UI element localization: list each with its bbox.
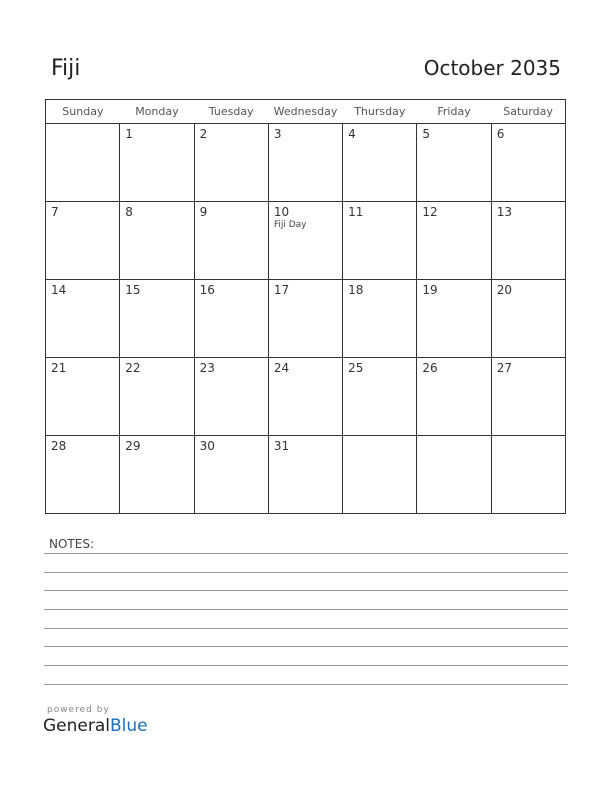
note-line [44, 590, 568, 591]
day-number: 12 [422, 205, 438, 219]
country-title: Fiji [51, 56, 81, 81]
day-cell [120, 436, 194, 514]
day-cell [120, 124, 194, 202]
weekday-tuesday: Tuesday [194, 100, 268, 124]
weekday-sunday: Sunday [46, 100, 120, 124]
day-cell [194, 358, 268, 436]
day-cell [491, 436, 565, 514]
brand-general-text: General [43, 716, 110, 736]
day-cell [417, 124, 491, 202]
day-cell [120, 358, 194, 436]
day-number: 21 [51, 361, 67, 375]
day-cell [268, 280, 342, 358]
day-cell [491, 202, 565, 280]
day-cell [46, 436, 120, 514]
note-line [44, 609, 568, 610]
holiday-label: Fiji Day [273, 220, 307, 230]
day-number: 26 [422, 361, 438, 375]
day-number: 11 [348, 205, 364, 219]
day-cell [194, 202, 268, 280]
day-number: 23 [199, 361, 215, 375]
weekday-header-row [46, 100, 566, 124]
day-cell [343, 358, 417, 436]
note-line [44, 553, 568, 554]
day-number: 5 [422, 127, 431, 141]
day-number: 24 [273, 361, 290, 375]
day-number: 18 [348, 283, 364, 297]
weekday-friday: Friday [417, 100, 491, 124]
week-row-3 [46, 280, 566, 358]
day-cell [194, 124, 268, 202]
day-number: 13 [496, 205, 512, 219]
week-row-1 [46, 124, 566, 202]
note-line [44, 572, 568, 573]
day-number: 9 [199, 205, 208, 219]
day-number: 19 [422, 283, 438, 297]
weekday-thursday: Thursday [343, 100, 417, 124]
day-number: 31 [273, 439, 290, 453]
day-cell [343, 436, 417, 514]
note-line [44, 684, 568, 685]
day-cell [268, 124, 342, 202]
day-cell [120, 280, 194, 358]
day-number: 22 [125, 361, 141, 375]
day-number: 4 [348, 127, 356, 141]
day-number: 30 [199, 439, 215, 453]
weekday-monday: Monday [120, 100, 194, 124]
day-cell [343, 124, 417, 202]
day-cell [268, 436, 342, 514]
day-cell [268, 202, 342, 280]
day-cell [46, 280, 120, 358]
day-number: 25 [348, 361, 364, 375]
day-number: 20 [496, 283, 512, 297]
day-cell [194, 436, 268, 514]
notes-label: NOTES: [49, 537, 94, 551]
day-number: 8 [125, 205, 133, 219]
note-line [44, 628, 568, 629]
note-line [44, 646, 568, 647]
brand-blue-text: Blue [110, 716, 148, 736]
weekday-wednesday: Wednesday [268, 100, 342, 124]
day-cell [46, 358, 120, 436]
day-number: 29 [125, 439, 141, 453]
day-cell [417, 358, 491, 436]
day-number: 17 [273, 283, 290, 297]
day-cell [417, 202, 491, 280]
month-year-title: October 2035 [423, 56, 561, 80]
day-cell [491, 124, 565, 202]
day-cell [343, 202, 417, 280]
day-number: 15 [125, 283, 141, 297]
day-cell [343, 280, 417, 358]
day-number: 7 [51, 205, 59, 219]
day-cell [268, 358, 342, 436]
day-cell [194, 280, 268, 358]
calendar-grid [45, 99, 566, 514]
day-number: 6 [496, 127, 505, 141]
brand-logo[interactable] [43, 716, 148, 736]
day-cell [417, 436, 491, 514]
day-cell [417, 280, 491, 358]
day-cell [46, 124, 120, 202]
day-cell [46, 202, 120, 280]
day-cell [491, 358, 565, 436]
day-number: 3 [273, 127, 282, 141]
day-number: 28 [51, 439, 67, 453]
weekday-saturday: Saturday [491, 100, 565, 124]
day-cell [491, 280, 565, 358]
note-line [44, 665, 568, 666]
week-row-5 [46, 436, 566, 514]
day-number: 2 [199, 127, 208, 141]
powered-by-text: powered by [47, 705, 110, 715]
day-cell [120, 202, 194, 280]
day-number: 10 [273, 205, 290, 219]
week-row-4 [46, 358, 566, 436]
day-number: 16 [199, 283, 215, 297]
day-number: 1 [125, 127, 133, 141]
day-number: 14 [51, 283, 67, 297]
day-number: 27 [496, 361, 512, 375]
week-row-2 [46, 202, 566, 280]
